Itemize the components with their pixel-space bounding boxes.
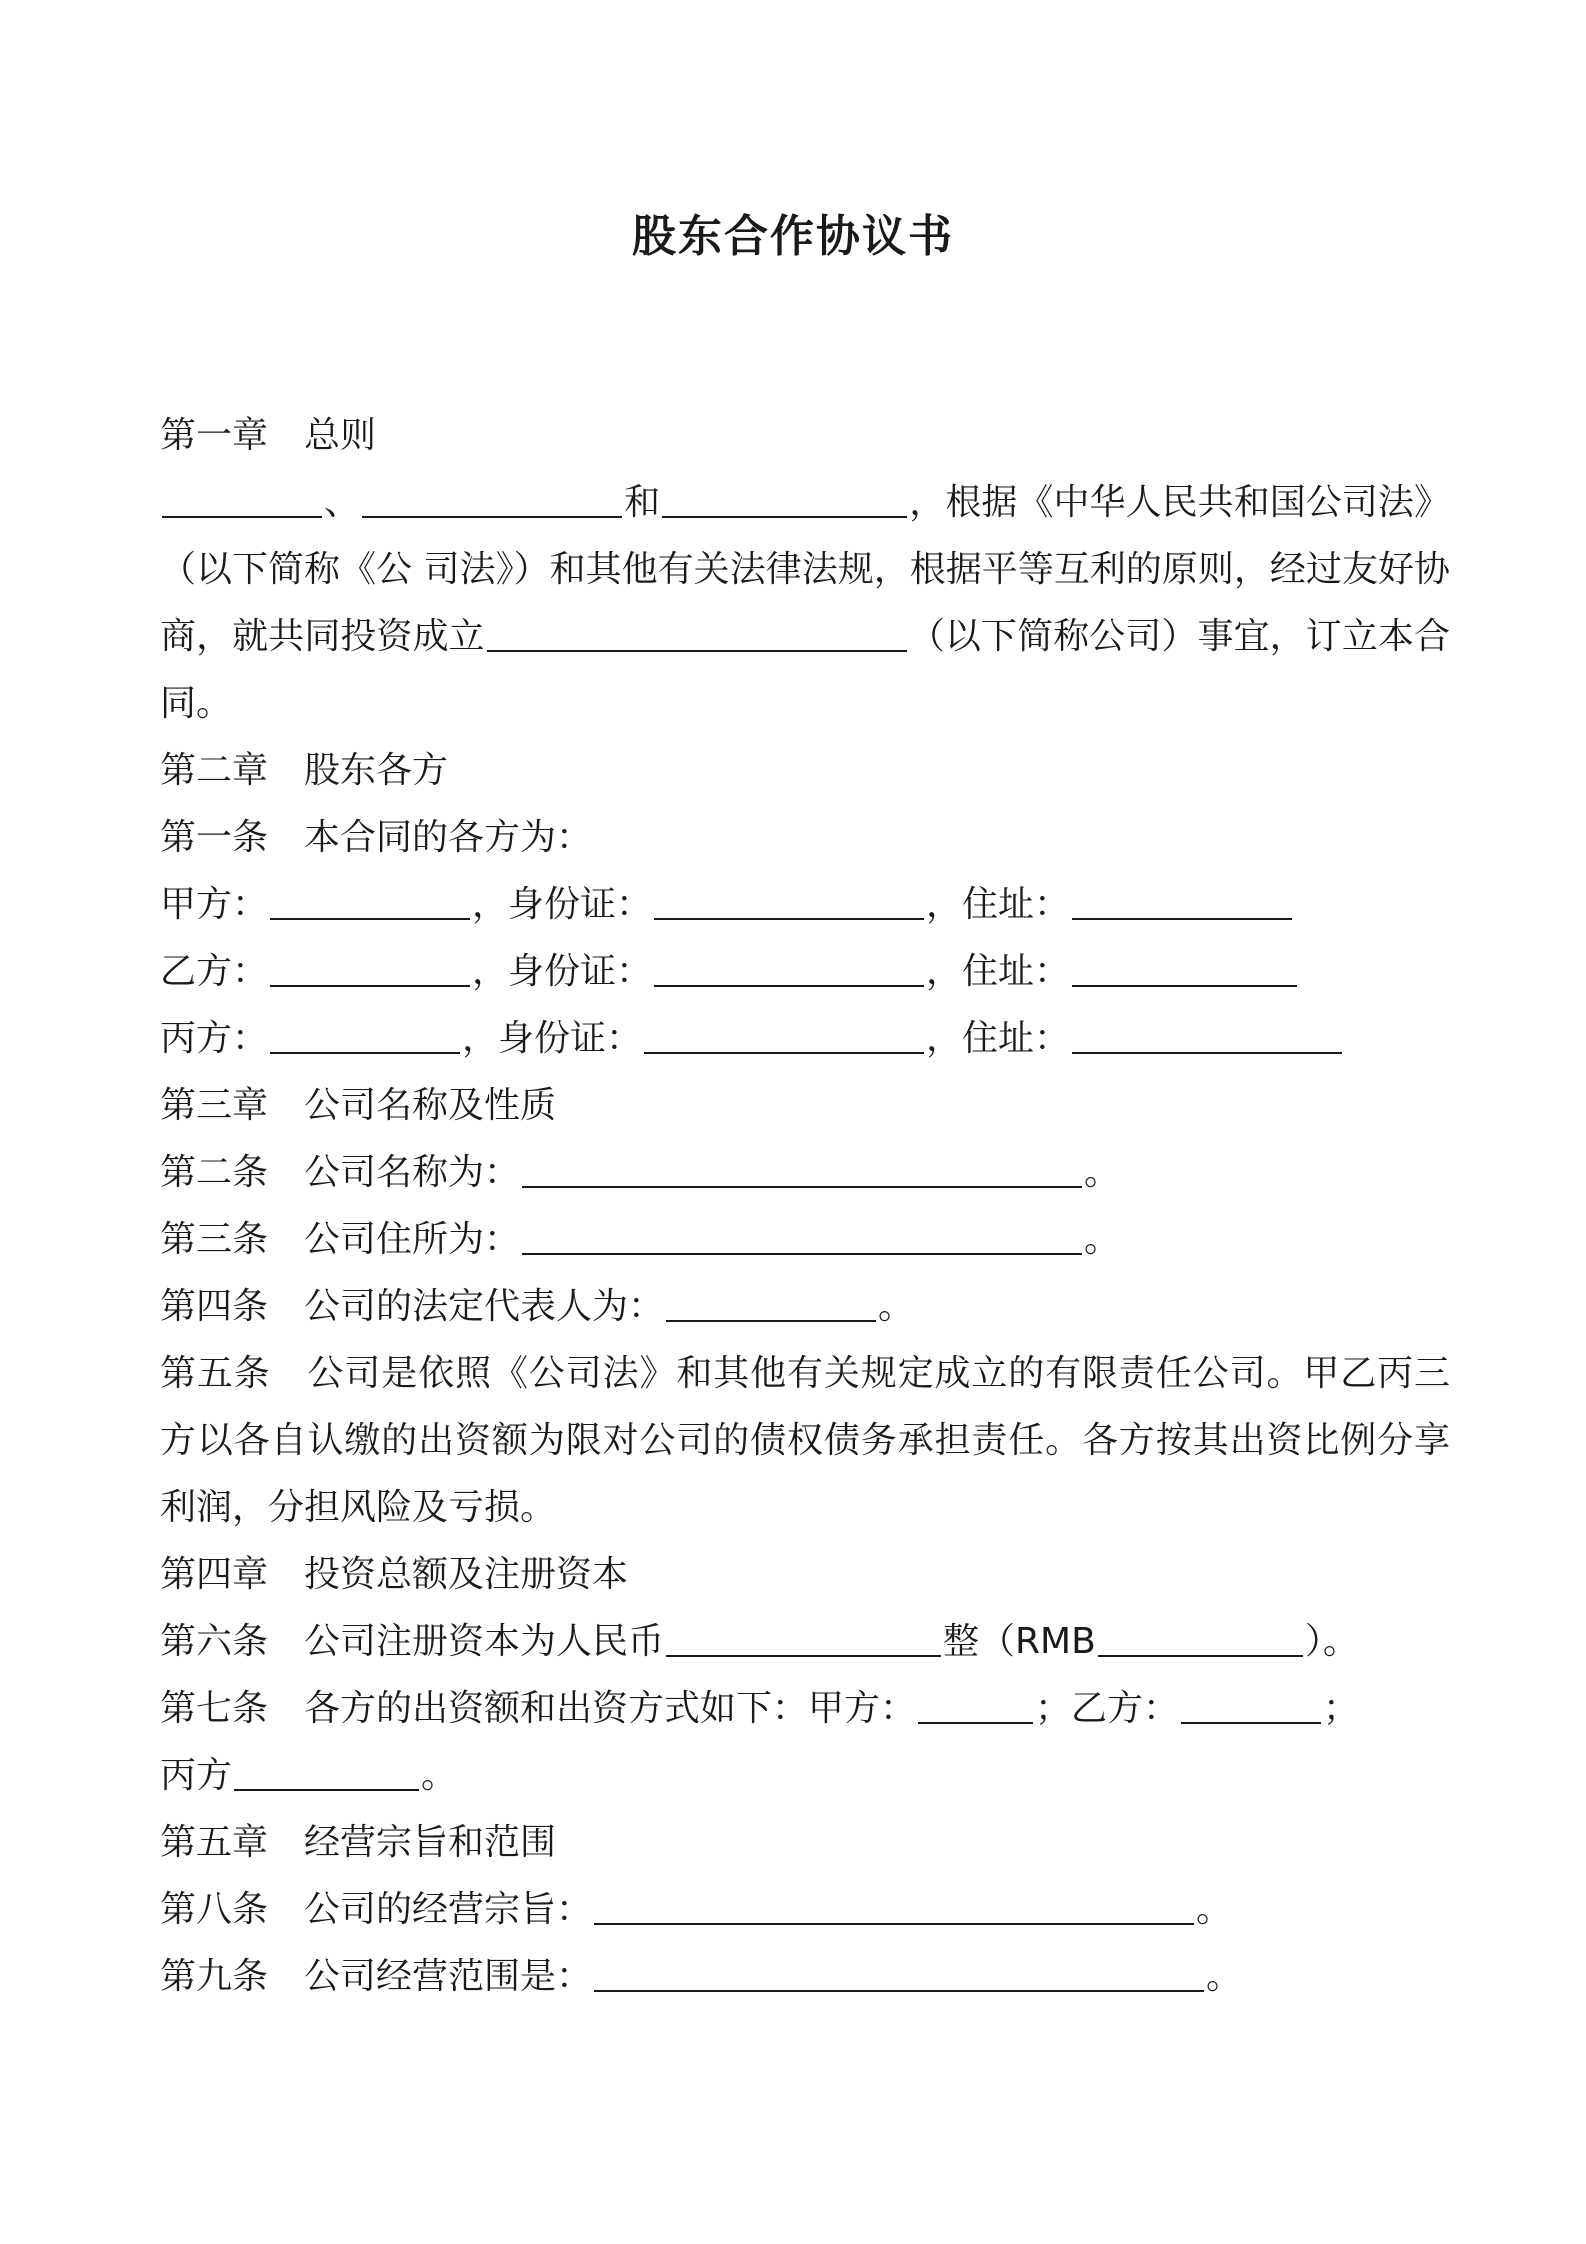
id-label: ，身份证： xyxy=(462,1018,643,1059)
chapter-number: 第一章 xyxy=(160,415,269,456)
preamble-text: ，根据《中华人民共和国公司法》（以下简称《公 司法》）和其他有关法律法规，根据平等互利的原则，经过友好协商，就共同投资成立 xyxy=(160,482,1450,657)
document-title: 股东合作协议书 xyxy=(632,211,954,262)
article-9 xyxy=(160,1943,1450,2010)
chapter-name: 公司名称及性质 xyxy=(304,1085,557,1126)
chapter-number: 第四章 xyxy=(160,1554,269,1595)
article-text: 各方的出资额和出资方式如下：甲方： xyxy=(304,1688,917,1729)
blank-line xyxy=(594,1960,1204,1992)
article-7 xyxy=(160,1675,1450,1742)
chapter-number: 第五章 xyxy=(160,1822,269,1863)
blank-line xyxy=(522,1156,1082,1188)
article-text: 公司名称为： xyxy=(304,1152,521,1193)
article-2 xyxy=(160,1139,1450,1206)
address-label: ，住址： xyxy=(926,1018,1071,1059)
chapter-3-heading xyxy=(160,1072,1450,1139)
blank-line xyxy=(662,486,907,518)
preamble-text: （以下简称公司）事宜，订立本合同。 xyxy=(160,616,1450,724)
chapter-number: 第三章 xyxy=(160,1085,269,1126)
article-1 xyxy=(160,804,1450,871)
blank-line xyxy=(666,1625,941,1657)
article-text: 公司住所为： xyxy=(304,1219,521,1260)
chapter-1-heading xyxy=(160,402,1450,469)
article-4 xyxy=(160,1273,1450,1340)
article-text: 公司注册资本为人民币 xyxy=(304,1621,665,1662)
blank-line xyxy=(522,1223,1082,1255)
id-label: ，身份证： xyxy=(472,884,653,925)
party-label: 甲方： xyxy=(160,884,269,925)
blank-line xyxy=(162,486,322,518)
preamble-text: 、 xyxy=(324,482,361,523)
article-text: ；乙方： xyxy=(1035,1688,1180,1729)
period: 。 xyxy=(878,1286,915,1327)
blank-line xyxy=(654,955,924,987)
id-label: ，身份证： xyxy=(472,951,653,992)
blank-line xyxy=(1072,1022,1342,1054)
article-text: ； xyxy=(1323,1688,1360,1729)
chapter-name: 投资总额及注册资本 xyxy=(304,1554,629,1595)
blank-line xyxy=(1072,888,1292,920)
party-label: 丙方： xyxy=(160,1018,269,1059)
preamble-text: 和 xyxy=(624,482,661,523)
blank-line xyxy=(270,1022,460,1054)
article-text: 公司的经营宗旨： xyxy=(304,1889,593,1930)
blank-line xyxy=(1098,1625,1303,1657)
address-label: ，住址： xyxy=(926,884,1071,925)
blank-line xyxy=(362,486,622,518)
party-a-line xyxy=(160,871,1450,938)
article-text: 整（RMB xyxy=(943,1621,1096,1662)
party-b-line xyxy=(160,938,1450,1005)
article-number: 第九条 xyxy=(160,1956,269,1997)
article-text: ）。 xyxy=(1304,1621,1359,1662)
blank-line xyxy=(666,1290,876,1322)
article-number: 第二条 xyxy=(160,1152,269,1193)
blank-line xyxy=(1181,1692,1321,1724)
blank-line xyxy=(1072,955,1297,987)
article-number: 第一条 xyxy=(160,817,269,858)
blank-line xyxy=(654,888,924,920)
article-number: 第五条 xyxy=(160,1353,271,1394)
chapter-name: 总则 xyxy=(304,415,377,456)
chapter-number: 第二章 xyxy=(160,750,269,791)
chapter-name: 经营宗旨和范围 xyxy=(304,1822,557,1863)
article-text: 公司是依照《公司法》和其他有关规定成立的有限责任公司。甲乙丙三方以各自认缴的出资额为限对公司的债权债务承担责任。各方按其出资比例分享利润，分担风险及亏损。 xyxy=(160,1353,1450,1528)
blank-line xyxy=(270,888,470,920)
article-text: 公司的法定代表人为： xyxy=(304,1286,665,1327)
blank-line xyxy=(270,955,470,987)
chapter-2-heading xyxy=(160,737,1450,804)
blank-line xyxy=(234,1759,419,1791)
article-number: 第七条 xyxy=(160,1688,269,1729)
blank-line xyxy=(594,1893,1194,1925)
period: 。 xyxy=(1084,1219,1121,1260)
chapter-name: 股东各方 xyxy=(304,750,449,791)
article-7-cont xyxy=(160,1742,1450,1809)
chapter-4-heading xyxy=(160,1541,1450,1608)
period: 。 xyxy=(1206,1956,1243,1997)
period: 。 xyxy=(421,1755,458,1796)
blank-line xyxy=(487,620,907,652)
article-number: 第三条 xyxy=(160,1219,269,1260)
article-text: 公司经营范围是： xyxy=(304,1956,593,1997)
party-c-line xyxy=(160,1005,1450,1072)
chapter-5-heading xyxy=(160,1809,1450,1876)
blank-line xyxy=(918,1692,1033,1724)
article-5 xyxy=(160,1340,1450,1541)
article-8 xyxy=(160,1876,1450,1943)
preamble-paragraph xyxy=(160,469,1450,737)
article-number: 第四条 xyxy=(160,1286,269,1327)
article-3 xyxy=(160,1206,1450,1273)
document-body xyxy=(160,402,1450,2010)
period: 。 xyxy=(1196,1889,1233,1930)
address-label: ，住址： xyxy=(926,951,1071,992)
article-text: 丙方 xyxy=(160,1755,233,1796)
blank-line xyxy=(644,1022,924,1054)
article-number: 第六条 xyxy=(160,1621,269,1662)
article-6 xyxy=(160,1608,1450,1675)
period: 。 xyxy=(1084,1152,1121,1193)
party-label: 乙方： xyxy=(160,951,269,992)
article-text: 本合同的各方为： xyxy=(304,817,593,858)
article-number: 第八条 xyxy=(160,1889,269,1930)
